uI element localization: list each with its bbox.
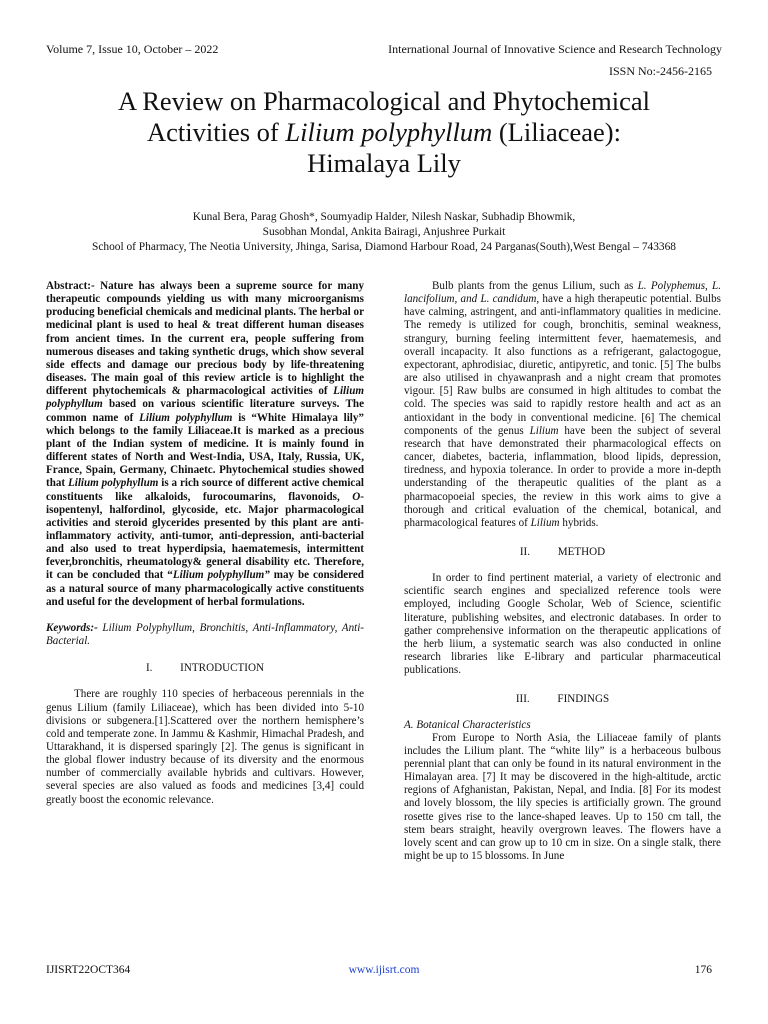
paper-title (34, 86, 734, 179)
footer-code: IJISRT22OCT364 (46, 964, 131, 976)
abstract-part: -isopentenyl, halfordinol, glycoside, etc. Major pharmacological activities and steroid glycerides presented by this plant are anti-inflammatory activity, anti-tumor, anti-depression, anti-bacterial and also used to treat hyperdipsia, haematemesis, intermittent fever,bronchitis, rheumatology& general disability etc. Therefore, it can be concluded that “ (46, 490, 364, 582)
abstract-italic: O (352, 490, 361, 503)
abstract-part: based on various scientific literature surveys. The common name of (46, 398, 364, 424)
title-species: Lilium polyphyllum (285, 117, 493, 147)
authors-line-1: Kunal Bera, Parag Ghosh*, Soumyadip Halder, Nilesh Naskar, Subhadip Bhowmik, (192, 211, 576, 223)
title-line-2-post: (Liliaceae): (492, 117, 621, 147)
para-part: have been the subject of several research that have demonstrated their pharmacological effects on cancer, diabetes, bacteria, inflammation, blood lipids, depression, tiredness, and hypoxia tolerance. In order to provide a more in-depth understanding of the therapeutic qualities of the plant as a pharmacopoeial species, the review in this work aims to give a thorough and critical evaluation of the chemical, botanical, and pharmacological features of (404, 424, 721, 529)
abstract (46, 280, 364, 609)
abstract-italic: Lilium polyphyllum (46, 385, 364, 411)
right-column (404, 280, 721, 863)
title-line-3: Himalaya Lily (307, 148, 461, 178)
left-column (46, 280, 364, 807)
authors-block (30, 210, 738, 255)
para-italic: Lilium (529, 424, 559, 437)
para-italic: Lilium (530, 516, 560, 529)
abstract-part: Abstract:- Nature has always been a supreme source for many therapeutic compounds yielding us with many microorganisms producing beneficial chemicals and medicinal plants. The herbal or medicinal plant is used to heal & treat different human diseases from ancient times. In the current era, people suffering from numerous diseases and taking synthetic drugs, which show several side effects and damage our precious body by life-threatening diseases. The main goal of this review article is to highlight the different phytochemicals & pharmacological activities of (46, 280, 364, 398)
header-journal: International Journal of Innovative Science and Research Technology (388, 42, 722, 56)
keywords (46, 622, 364, 648)
para-part: hybrids. (559, 516, 599, 529)
keywords-text: Lilium Polyphyllum, Bronchitis, Anti-Inflammatory, Anti- Bacterial. (46, 621, 364, 648)
para-part: Bulb plants from the genus Lilium, such as (432, 280, 638, 292)
abstract-italic: Lilium polyphyllum (67, 477, 159, 490)
findings-text: From Europe to North Asia, the Liliaceae family of plants includes the Lilium plant. The “white lily” is a herbaceous bulbous perennial plant that can only be found in its natural environment in the Himalayan area. [7] It may be discovered in the high-altitude, arctic regions of Afghanistan, Pakistan, Nepal, and India. [8] For its modest and lovely blossom, the lily species is artificially grown. The ground rosette gives rise to the lance-shaped leaves. Up to 150 cm tall, the stem bears straight, heavily overgrown leaves. The flowers have a lovely scent and can grow up to 10 cm in size. On a single stalk, there might be up to 15 blossoms. In June (404, 731, 721, 863)
header-volume: Volume 7, Issue 10, October – 2022 (46, 42, 219, 56)
footer-page-number: 176 (694, 964, 712, 976)
section-heading-findings: III. FINDINGS (515, 693, 610, 706)
section-heading-introduction: I. INTRODUCTION (145, 662, 264, 675)
intro-continued (404, 280, 721, 530)
introduction-text: There are roughly 110 species of herbaceous perennials in the genus Lilium (family Liliaceae), which has been divided into 5-10 divisions or subgenera.[1].Scattered over the northern hemisphere’s cold and temperate zone. In Jammu & Kashmir, Himachal Pradesh, and Uttarakhand, it is dispersed sparingly [2]. The genus is significant in the global flower industry because of its diversity and the enormous number of commercially available hybrids and cultivars. However, several species are also valued as foods and medicines [3,4] could greatly boost the economic relevance. (46, 688, 364, 806)
abstract-part: is a rich source of different active chemical constituents like alkaloids, furocoumarins, flavonoids, (46, 477, 364, 503)
title-line-1: A Review on Pharmacological and Phytochemical (117, 86, 651, 116)
affiliation: School of Pharmacy, The Neotia University, Jhinga, Sarisa, Diamond Harbour Road, 24 Parganas(South),West Bengal – 743368 (91, 241, 676, 253)
para-part: have a high therapeutic potential. Bulbs have calming, astringent, and anti-inflammatory qualities in medicine. The remedy is utilized for cough, bronchitis, seminal weakness, strangury, burning feeling intermittent fever, haematemesis, and overall incapacity. It also functions as a refrigerant, galactogogue, expectorant, aphrodisiac, diuretic, antipyretic, and tonic. [5] The bulbs are also utilised in chyawanprash and a night cream that promotes vigour. [5] Raw bulbs are consumed in high altitudes to combat the cold. The species was said to rapidly restore health and act as an antioxidant in the body in conventional medicine. [6] The chemical components of the genus (404, 293, 721, 437)
para-italic: L. Polyphemus, L. lancifolium, and L. candidum, (404, 280, 722, 306)
abstract-part: may be considered as a natural source of many pharmacologically active constituents and useful for the development of herbal formulations. (46, 569, 364, 608)
abstract-part: is “White Himalaya lily” which belongs to the family Liliaceae.It is marked as a precious plant of the Indian system of medicine. It is mainly found in different states of North and West-India, USA, Italy, Russia, UK, France, Spain, Germany, Chinaetc. Phytochemical studies showed that (46, 411, 364, 490)
subsection-botanical: A. Botanical Characteristics (404, 718, 531, 731)
method-text: In order to find pertinent material, a variety of electronic and scientific search engines and specialized reference tools were employed, including Google Scholar, Web of Science, scientific literature, publishing websites, and electronic databases. In order to gather comprehensive information on the therapeutic applications of the herb liium, a systematic search was also conducted in online research libraries like E-library and particular pharmaceutical publications. (404, 572, 721, 677)
abstract-italic: Lilium polyphyllum (139, 411, 233, 424)
title-line-2-pre: Activities of (147, 117, 286, 147)
title-line-2 (34, 117, 734, 148)
footer-url-link[interactable]: www.ijisrt.com (348, 964, 420, 976)
authors-line-2: Susobhan Mondal, Ankita Bairagi, Anjushree Purkait (262, 226, 506, 238)
abstract-italic: Lilium polyphyllum” (172, 569, 270, 582)
header-issn: ISSN No:-2456-2165 (608, 64, 712, 78)
section-heading-method: II. METHOD (519, 545, 606, 558)
keywords-label: Keywords:- (46, 621, 98, 634)
